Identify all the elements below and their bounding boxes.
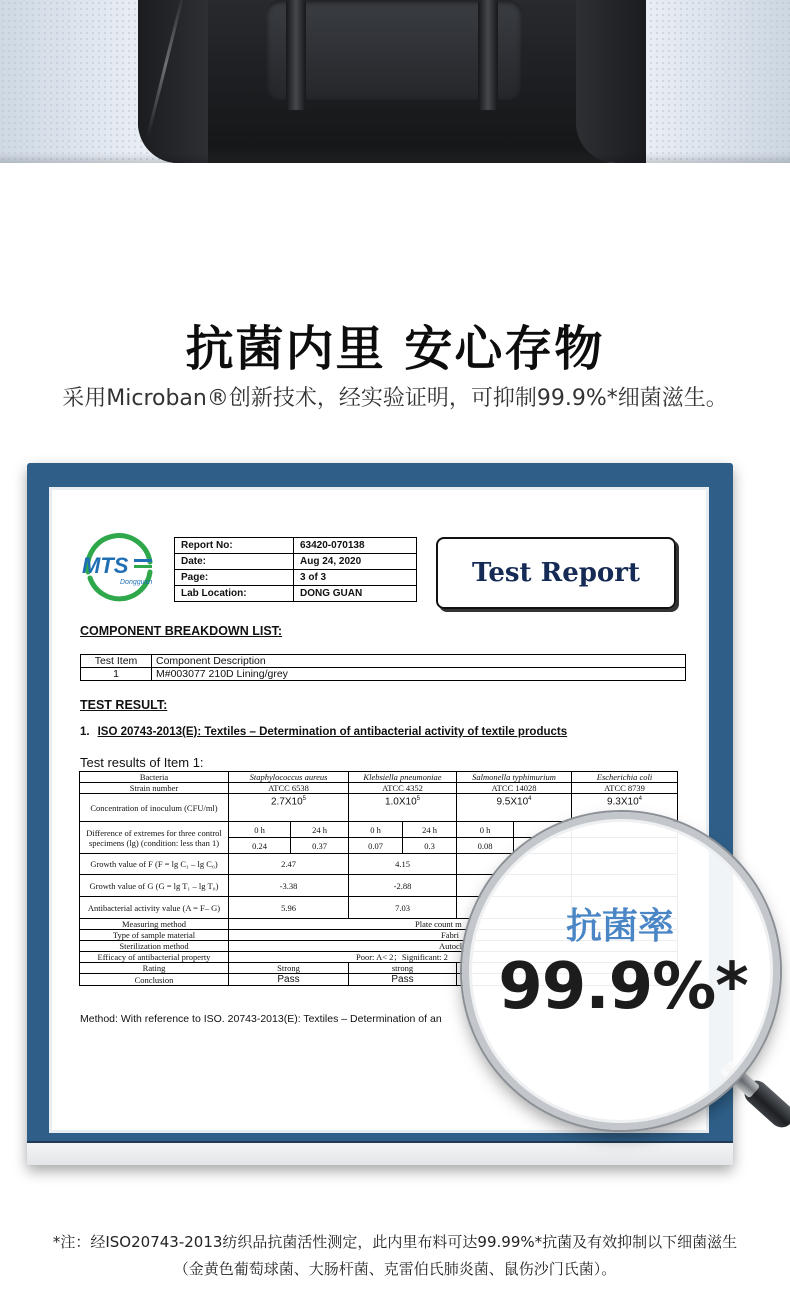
sample-value: Fabri [229,930,678,941]
luggage-photo [0,0,790,163]
sterilization-value: Autocl [229,941,678,952]
activity-label: Antibacterial activity value (A = F– G) [80,897,229,919]
report-location-value: DONG GUAN [294,586,417,602]
report-info-row [175,570,417,586]
report-date-value: Aug 24, 2020 [294,554,417,570]
bacteria-name: Escherichia coli [596,772,653,782]
efficacy-value: Poor: A< 2；Significant: 2 [229,952,678,963]
iso-number: 1. [80,726,90,738]
page-subheadline: 采用Microban®创新技术，经实验证明，可抑制99.9%*细菌滋生。 [62,386,728,411]
difference-value: 0.08 [457,838,514,854]
table-row [81,668,686,681]
conclusion-value: Pass [349,974,457,986]
conclusion-value: Pass [229,974,349,986]
table-row [80,772,678,783]
efficacy-label: Efficacy of antibacterial property [80,952,229,963]
component-col-test-item: Test Item [81,655,152,668]
method-text: Method: With reference to ISO. 20743-2013(E): Textiles – Determination of an [80,1013,442,1025]
report-page-value: 3 of 3 [294,570,417,586]
growth-f-value: 4.15 [349,854,457,875]
component-header-row [81,655,686,668]
time-header: 0 h [457,822,514,838]
mts-logo [80,528,158,606]
report-page-label: Page: [175,570,294,586]
strain-value: ATCC 6538 [229,783,349,794]
report-location-label: Lab Location: [175,586,294,602]
bacteria-name: Klebsiella pneumoniae [363,772,442,782]
sample-label: Type of sample material [80,930,229,941]
table-row [80,783,678,794]
measuring-value: Plate count m [229,919,678,930]
time-header: 0 h [349,822,403,838]
test-report-title-box [436,537,676,609]
strain-value: ATCC 14028 [457,783,572,794]
activity-value: 7.03 [349,897,457,919]
report-date-label: Date: [175,554,294,570]
test-result-heading: TEST RESULT: [80,698,168,712]
mts-logo-text: MTS [82,553,129,578]
test-report-title: Test Report [472,558,640,588]
bacteria-label: Bacteria [80,772,229,783]
growth-g-value: -3.38 [229,875,349,897]
antibacterial-rate-value: 99.9%* [498,950,748,1024]
difference-value: 0.24 [229,838,291,854]
page-headline: 抗菌内里 安心存物 [185,321,605,377]
rating-label: Rating [80,963,229,974]
difference-label: Difference of extremes for three control specimens (lg) (condition: less than 1) [80,822,229,854]
report-info-table [174,537,417,602]
sterilization-label: Sterilization method [80,941,229,952]
bacteria-name: Salmonella typhimurium [472,772,556,782]
footnote-line-1: *注：经ISO20743-2013纺织品抗菌活性测定，此内里布料可达99.99%*抗菌及有效抑制以下细菌滋生 [52,1233,738,1251]
report-number-value: 63420-070138 [294,538,417,554]
activity-value: 5.96 [229,897,349,919]
difference-value: 0.3 [403,838,457,854]
growth-g-label: Growth value of G (G = lg T₁ – lg T₀) [80,875,229,897]
time-header: 24 h [403,822,457,838]
antibacterial-rate-label: 抗菌率 [565,906,674,947]
concentration-value: $2.7X10^5$ [229,794,349,822]
report-info-row [175,554,417,570]
difference-value: 0.37 [291,838,349,854]
report-number-label: Report No: [175,538,294,554]
report-info-row [175,586,417,602]
measuring-label: Measuring method [80,919,229,930]
rating-value: Strong [229,963,349,974]
iso-standard-title: ISO 20743-2013(E): Textiles – Determination of antibacterial activity of textile products [97,726,568,738]
report-info-row [175,538,417,554]
strain-value: ATCC 8739 [572,783,678,794]
component-breakdown-heading: COMPONENT BREAKDOWN LIST: [80,624,283,638]
strain-label: Strain number [80,783,229,794]
component-item-description: M#003077 210D Lining/grey [152,668,686,681]
rating-value: strong [349,963,457,974]
bacteria-name: Staphylococcus aureus [249,772,328,782]
difference-value: 0.07 [349,838,403,854]
concentration-value: $1.0X10^5$ [349,794,457,822]
growth-f-value: 2.47 [229,854,349,875]
iso-standard-line [80,726,567,738]
footnote-line-2: （金黄色葡萄球菌、大肠杆菌、克雷伯氏肺炎菌、鼠伤沙门氏菌）。 [173,1260,617,1278]
strain-value: ATCC 4352 [349,783,457,794]
component-col-description: Component Description [152,655,686,668]
concentration-label: Concentration of inoculum (CFU/ml) [80,794,229,822]
component-item-number: 1 [81,668,152,681]
conclusion-label: Conclusion [80,974,229,986]
concentration-value: $9.3X10^4$ [572,794,678,822]
suitcase-image [138,0,646,163]
results-table-title: Test results of Item 1: [80,755,204,770]
component-table [80,654,686,681]
growth-f-label: Growth value of F (F = lg C₁ – lg C₀) [80,854,229,875]
mts-logo-subtext: Dongguan [120,579,153,586]
growth-g-value: -2.88 [349,875,457,897]
time-header: 0 h [229,822,291,838]
concentration-value: $9.5X10^4$ [457,794,572,822]
time-header: 24 h [291,822,349,838]
